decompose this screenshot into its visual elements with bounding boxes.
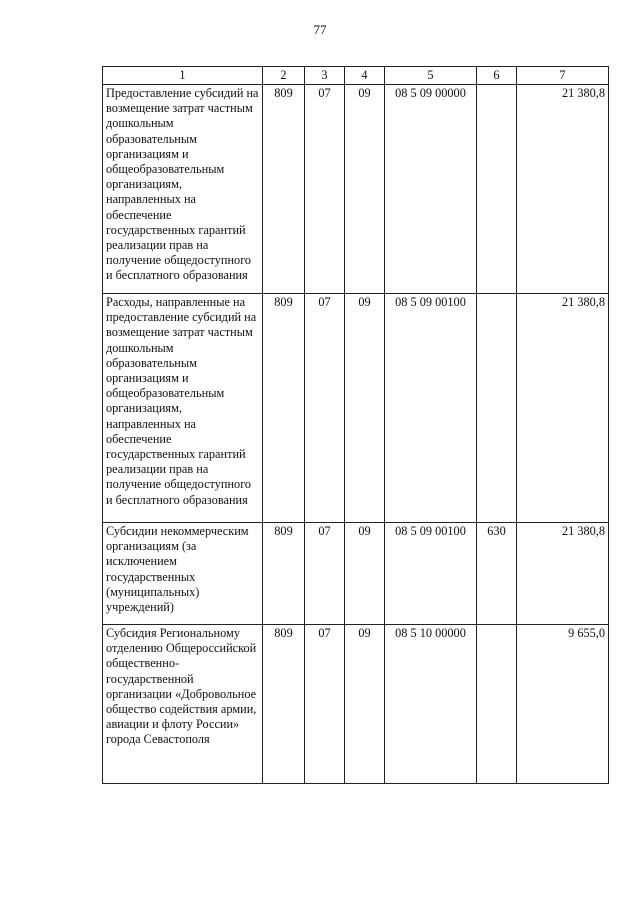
column-header-4: 4 <box>345 67 385 85</box>
column-header-5: 5 <box>385 67 477 85</box>
ministry-code-cell: 809 <box>263 85 305 294</box>
amount-cell: 21 380,8 <box>517 523 609 625</box>
subsection-code-cell: 09 <box>345 294 385 523</box>
expense-type-cell <box>477 625 517 784</box>
section-code-cell: 07 <box>305 294 345 523</box>
target-code-cell: 08 5 09 00000 <box>385 85 477 294</box>
expense-type-cell <box>477 294 517 523</box>
section-code-cell: 07 <box>305 523 345 625</box>
row-name-cell: Расходы, направленные на предоставление субсидий на возмещение затрат частным дошкольным образовательным организациям и общеобразовательным организациям, направленных на обеспечение государственных гарантий реализации прав на получение общедоступного и бесплатного образования <box>103 294 263 523</box>
subsection-code-cell: 09 <box>345 625 385 784</box>
section-code-cell: 07 <box>305 625 345 784</box>
table-row <box>103 625 609 784</box>
target-code-cell: 08 5 09 00100 <box>385 523 477 625</box>
column-header-7: 7 <box>517 67 609 85</box>
table-row <box>103 85 609 294</box>
section-code-cell: 07 <box>305 85 345 294</box>
amount-cell: 21 380,8 <box>517 85 609 294</box>
ministry-code-cell: 809 <box>263 294 305 523</box>
column-header-1: 1 <box>103 67 263 85</box>
page-number: 77 <box>313 22 327 37</box>
column-header-6: 6 <box>477 67 517 85</box>
amount-cell: 21 380,8 <box>517 294 609 523</box>
amount-cell: 9 655,0 <box>517 625 609 784</box>
subsection-code-cell: 09 <box>345 85 385 294</box>
ministry-code-cell: 809 <box>263 523 305 625</box>
column-header-2: 2 <box>263 67 305 85</box>
expense-type-cell <box>477 85 517 294</box>
subsection-code-cell: 09 <box>345 523 385 625</box>
ministry-code-cell: 809 <box>263 625 305 784</box>
budget-table <box>102 66 609 784</box>
expense-type-cell: 630 <box>477 523 517 625</box>
target-code-cell: 08 5 09 00100 <box>385 294 477 523</box>
table-row <box>103 294 609 523</box>
row-name-cell: Субсидия Региональному отделению Общероссийской общественно-государственной организации «Добровольное общество содействия армии, авиации и флоту России» города Севастополя <box>103 625 263 784</box>
row-name-cell: Предоставление субсидий на возмещение затрат частным дошкольным образовательным организациям и общеобразовательным организациям, направленных на обеспечение государственных гарантий реализации прав на получение общедоступного и бесплатного образования <box>103 85 263 294</box>
table-header-row <box>103 67 609 85</box>
row-name-cell: Субсидии некоммерческим организациям (за исключением государственных (муниципальных) учреждений) <box>103 523 263 625</box>
table-row <box>103 523 609 625</box>
column-header-3: 3 <box>305 67 345 85</box>
target-code-cell: 08 5 10 00000 <box>385 625 477 784</box>
